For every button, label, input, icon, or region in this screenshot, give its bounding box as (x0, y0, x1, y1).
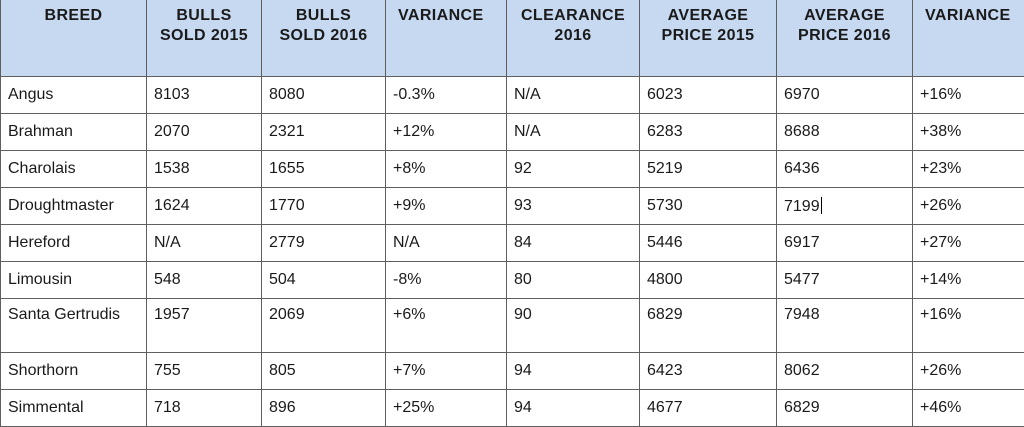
header-variance-sold: VARIANCE (386, 0, 507, 77)
table-row (1, 225, 1024, 262)
variance-price-cell: +46% (913, 390, 1024, 427)
variance-price-cell: +14% (913, 262, 1024, 299)
price-2015-cell: 6283 (640, 114, 777, 151)
variance-sold-cell: +25% (386, 390, 507, 427)
price-2016-cell: 8688 (777, 114, 913, 151)
header-variance-price: VARIANCE (913, 0, 1024, 77)
variance-sold-cell: +9% (386, 188, 507, 225)
clearance-cell: N/A (507, 114, 640, 151)
bulls-2016-cell: 1770 (262, 188, 386, 225)
table-row (1, 188, 1024, 225)
price-2015-cell: 5730 (640, 188, 777, 225)
variance-sold-cell: +8% (386, 151, 507, 188)
clearance-cell: 94 (507, 390, 640, 427)
variance-sold-cell: +6% (386, 299, 507, 353)
bulls-2016-cell: 805 (262, 353, 386, 390)
price-2015-cell: 6023 (640, 77, 777, 114)
header-bulls-sold-2016: BULLS SOLD 2016 (262, 0, 386, 77)
variance-price-cell: +23% (913, 151, 1024, 188)
header-average-price-2016: AVERAGE PRICE 2016 (777, 0, 913, 77)
table-row (1, 151, 1024, 188)
table-row (1, 353, 1024, 390)
header-clearance-2016: CLEARANCE 2016 (507, 0, 640, 77)
price-2016-cell: 7948 (777, 299, 913, 353)
bulls-2016-cell: 896 (262, 390, 386, 427)
breed-cell: Angus (1, 77, 147, 114)
breed-cell: Hereford (1, 225, 147, 262)
variance-sold-cell: N/A (386, 225, 507, 262)
clearance-cell: 93 (507, 188, 640, 225)
price-2015-cell: 6423 (640, 353, 777, 390)
clearance-cell: 84 (507, 225, 640, 262)
table-row (1, 114, 1024, 151)
price-2015-cell: 6829 (640, 299, 777, 353)
bulls-2016-cell: 2779 (262, 225, 386, 262)
bulls-2015-cell: N/A (147, 225, 262, 262)
breed-cell: Brahman (1, 114, 147, 151)
variance-sold-cell: -8% (386, 262, 507, 299)
table-row (1, 390, 1024, 427)
bulls-2015-cell: 755 (147, 353, 262, 390)
variance-sold-cell: +12% (386, 114, 507, 151)
price-2016-cell: 8062 (777, 353, 913, 390)
clearance-cell: N/A (507, 77, 640, 114)
price-2015-cell: 5446 (640, 225, 777, 262)
breed-cell: Charolais (1, 151, 147, 188)
breed-cell: Droughtmaster (1, 188, 147, 225)
bulls-2015-cell: 1957 (147, 299, 262, 353)
bulls-2015-cell: 1624 (147, 188, 262, 225)
bulls-2015-cell: 548 (147, 262, 262, 299)
header-bulls-sold-2015: BULLS SOLD 2015 (147, 0, 262, 77)
variance-sold-cell: -0.3% (386, 77, 507, 114)
clearance-cell: 94 (507, 353, 640, 390)
bulls-2016-cell: 2069 (262, 299, 386, 353)
text-cursor (821, 197, 822, 214)
breed-cell: Simmental (1, 390, 147, 427)
table-row (1, 262, 1024, 299)
table-header-row (1, 0, 1024, 77)
price-2016-cell: 5477 (777, 262, 913, 299)
variance-price-cell: +38% (913, 114, 1024, 151)
price-2016-cell: 6970 (777, 77, 913, 114)
variance-price-cell: +26% (913, 188, 1024, 225)
variance-price-cell: +16% (913, 299, 1024, 353)
price-2016-cell: 6917 (777, 225, 913, 262)
header-average-price-2015: AVERAGE PRICE 2015 (640, 0, 777, 77)
breed-cell: Santa Gertrudis (1, 299, 147, 353)
variance-price-cell: +16% (913, 77, 1024, 114)
variance-price-cell: +27% (913, 225, 1024, 262)
price-2016-cell[interactable] (777, 188, 913, 225)
breed-cell: Limousin (1, 262, 147, 299)
bulls-2015-cell: 718 (147, 390, 262, 427)
bulls-2015-cell: 8103 (147, 77, 262, 114)
variance-sold-cell: +7% (386, 353, 507, 390)
bulls-2015-cell: 2070 (147, 114, 262, 151)
clearance-cell: 92 (507, 151, 640, 188)
bulls-2016-cell: 8080 (262, 77, 386, 114)
bulls-2016-cell: 2321 (262, 114, 386, 151)
clearance-cell: 80 (507, 262, 640, 299)
breed-cell: Shorthorn (1, 353, 147, 390)
bulls-2016-cell: 1655 (262, 151, 386, 188)
bulls-2016-cell: 504 (262, 262, 386, 299)
price-2015-cell: 4677 (640, 390, 777, 427)
price-2016-cell: 6436 (777, 151, 913, 188)
price-2016-cell: 6829 (777, 390, 913, 427)
price-2015-cell: 4800 (640, 262, 777, 299)
table-row (1, 299, 1024, 353)
bulls-2015-cell: 1538 (147, 151, 262, 188)
table-row (1, 77, 1024, 114)
clearance-cell: 90 (507, 299, 640, 353)
header-breed: BREED (1, 0, 147, 77)
variance-price-cell: +26% (913, 353, 1024, 390)
price-2015-cell: 5219 (640, 151, 777, 188)
price-2016-value: 7199 (784, 198, 820, 215)
